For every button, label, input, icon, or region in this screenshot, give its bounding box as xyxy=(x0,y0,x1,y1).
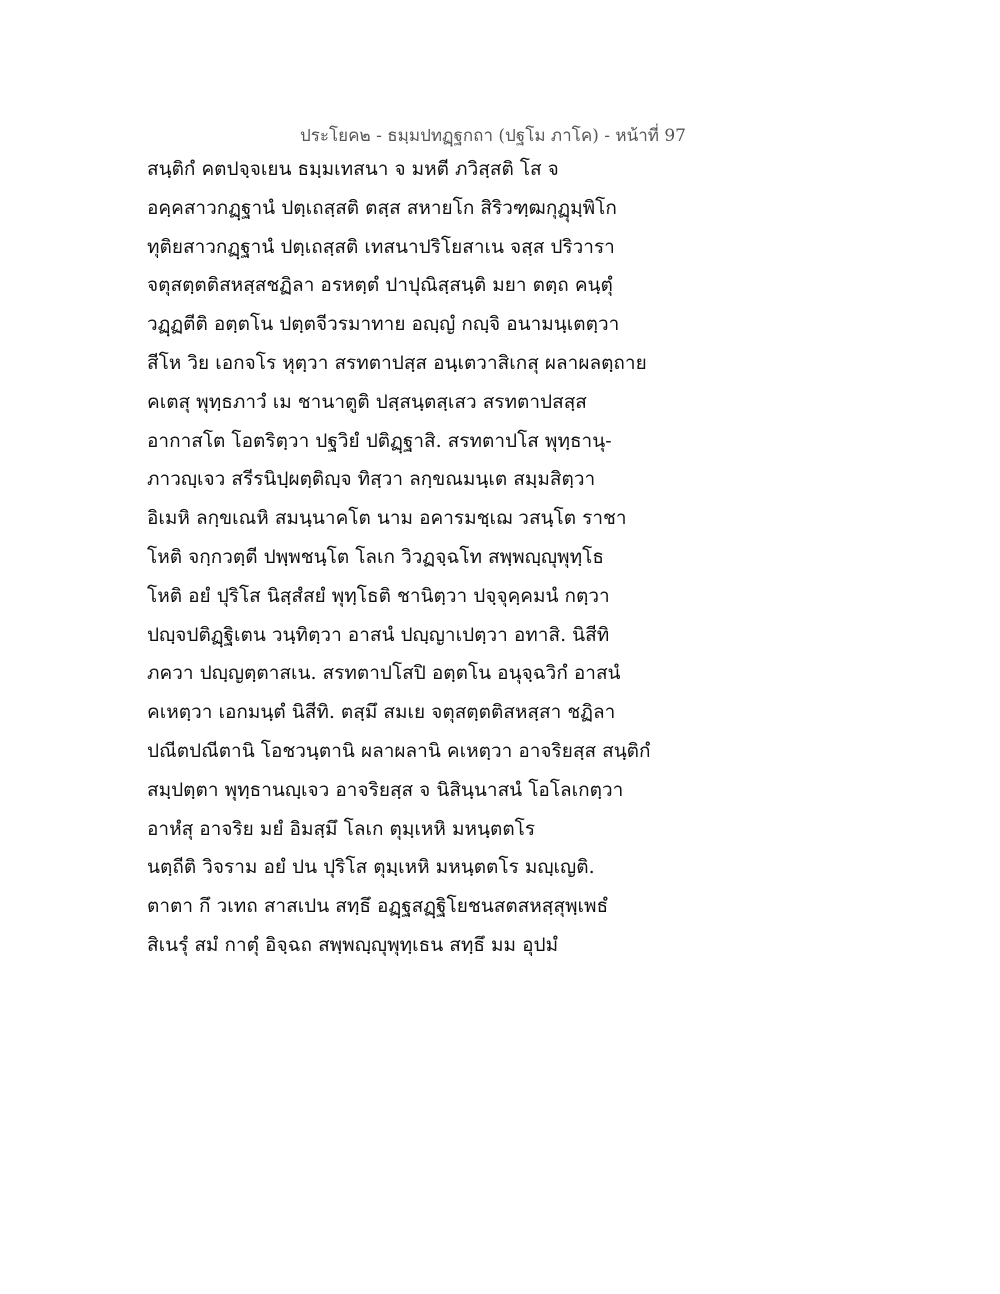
text-line: คเตสุ พุทฺธภาวํ เม ชานาตูติ ปสฺสนฺตสฺเสว สรทตาปสสฺส xyxy=(147,390,587,413)
text-line: อิเมหิ ลกฺขเณหิ สมนฺนาคโต นาม อคารมชฺเฌ วสนฺโต ราชา xyxy=(147,507,627,530)
text-line: จตุสตฺตติสหสฺสชฏิลา อรหตฺตํ ปาปุณิสฺสนฺติ มยา ตตฺถ คนฺตุํ xyxy=(147,274,613,297)
text-line: โหติ จกฺกวตฺตี ปพฺพชนฺโต โลเก วิวฏจฺฉโท สพฺพญฺญุพุทฺโธ xyxy=(147,545,604,568)
text-line: ภาวญฺเจว สรีรนิปฺผตฺติญฺจ ทิสฺวา ลกฺขณมนฺเต สมฺมสิตฺวา xyxy=(147,468,596,491)
text-line: วฏฺฏตีติ อตฺตโน ปตฺตจีวรมาทาย อญฺญํ กญฺจิ อนามนฺเตตฺวา xyxy=(147,313,620,336)
text-line: ปญฺจปติฏฺฐิเตน วนฺทิตฺวา อาสนํ ปญฺญาเปตฺวา อทาสิ. นิสีทิ xyxy=(147,623,610,646)
text-line: อาหํสุ อาจริย มยํ อิมสฺมึ โลเก ตุมฺเหหิ มหนฺตตโร xyxy=(147,817,536,840)
text-line: นตฺถีติ วิจราม อยํ ปน ปุริโส ตุมฺเหหิ มหนฺตตโร มญฺเญติ. xyxy=(147,856,595,879)
text-line: อากาสโต โอตริตฺวา ปฐวิยํ ปติฏฺฐาสิ. สรทตาปโส พุทฺธานุ- xyxy=(147,429,612,452)
text-line: สีโห วิย เอกจโร หุตฺวา สรทตาปสฺส อนฺเตวาสิเกสุ ผลาผลตฺถาย xyxy=(147,351,647,374)
text-line: สนฺติกํ คตปจฺจเยน ธมฺมเทสนา จ มหตี ภวิสฺสติ โส จ xyxy=(147,158,559,180)
text-line: ทุติยสาวกฏฺฐานํ ปตฺเถสฺสติ เทสนาปริโยสาเน จสฺส ปริวารา xyxy=(147,235,615,258)
body-text xyxy=(147,150,707,965)
text-line: ตาตา กึ วเทถ สาสเปน สทฺธึ อฏฺฐสฏฺฐิโยชนสตสหสฺสุพฺเพธํ xyxy=(147,895,609,918)
text-line: อคฺคสาวกฏฺฐานํ ปตฺเถสฺสติ ตสฺส สหายโก สิริวฑฺฒกุฏุมฺพิโก xyxy=(147,196,617,219)
text-line: โหติ อยํ ปุริโส นิสฺสํสยํ พุทฺโธติ ชานิตฺวา ปจฺจุคฺคมนํ กตฺวา xyxy=(147,584,610,607)
text-line: สิเนรุํ สมํ กาตุํ อิจฺฉถ สพฺพญฺญุพุทฺเธน สทฺธึ มม อุปมํ xyxy=(147,933,559,956)
text-line: ภควา ปญฺญตฺตาสเน. สรทตาปโสปิ อตฺตโน อนุจฺฉวิกํ อาสนํ xyxy=(147,662,621,685)
text-line: สมฺปตฺตา พุทฺธานญฺเจว อาจริยสฺส จ นิสินฺนาสนํ โอโลเกตฺวา xyxy=(147,778,624,801)
page-header: ประโยค๒ - ธมฺมปทฏฺฐกถา (ปฐโม ภาโค) - หน้าที่ 97 xyxy=(300,126,686,146)
text-line: คเหตฺวา เอกมนฺตํ นิสีทิ. ตสฺมึ สมเย จตุสตฺตติสหสฺสา ชฏิลา xyxy=(147,701,616,724)
text-line: ปณีตปณีตานิ โอชวนฺตานิ ผลาผลานิ คเหตฺวา อาจริยสฺส สนฺติกํ xyxy=(147,739,651,762)
